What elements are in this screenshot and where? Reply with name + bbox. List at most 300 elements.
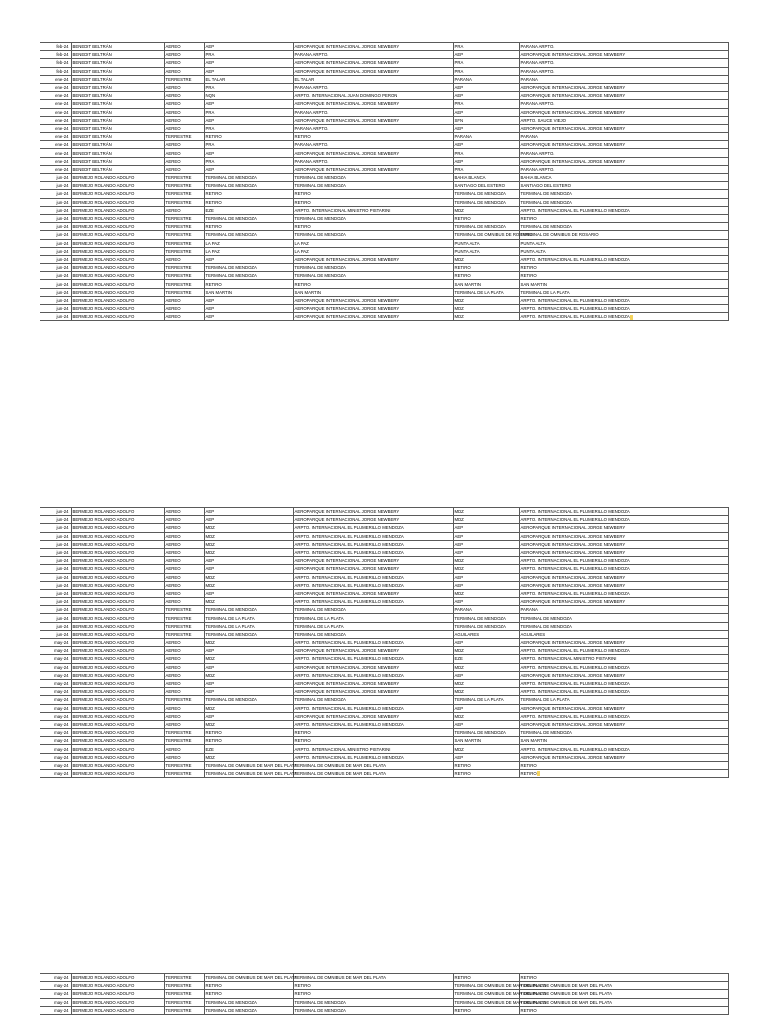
destination-code-cell[interactable]: PRA <box>453 67 519 75</box>
destination-name-cell[interactable]: AGUILARES <box>519 630 728 638</box>
destination-code-cell[interactable]: BAHIA BLANCA <box>453 174 519 182</box>
destination-name-cell[interactable]: RETIRO <box>519 1006 728 1014</box>
origin-name-cell[interactable]: PARANA ARPTO. <box>293 141 453 149</box>
date-cell[interactable]: ene-24 <box>40 149 71 157</box>
destination-code-cell[interactable]: MDZ <box>453 516 519 524</box>
destination-code-cell[interactable]: MDZ <box>453 305 519 313</box>
origin-name-cell[interactable]: PARANA ARPTO. <box>293 51 453 59</box>
origin-code-cell[interactable]: AEP <box>204 688 293 696</box>
traveler-cell[interactable]: BERMEJO ROLANDO ADOLFO <box>71 581 164 589</box>
transport-type-cell[interactable]: AEREO <box>164 532 204 540</box>
origin-name-cell[interactable]: TERMINAL DE MENDOZA <box>293 182 453 190</box>
date-cell[interactable]: jun-24 <box>40 532 71 540</box>
date-cell[interactable]: jun-24 <box>40 598 71 606</box>
traveler-cell[interactable]: BERMEJO ROLANDO ADOLFO <box>71 264 164 272</box>
destination-code-cell[interactable]: MDZ <box>453 508 519 516</box>
origin-code-cell[interactable]: AEP <box>204 255 293 263</box>
date-cell[interactable]: ene-24 <box>40 165 71 173</box>
origin-code-cell[interactable]: TERMINAL DE MENDOZA <box>204 998 293 1006</box>
transport-type-cell[interactable]: AEREO <box>164 753 204 761</box>
traveler-cell[interactable]: BERMEJO ROLANDO ADOLFO <box>71 639 164 647</box>
origin-name-cell[interactable]: ARPTO. INTERNACIONAL EL PLUMERILLO MENDOZA <box>293 671 453 679</box>
origin-code-cell[interactable]: TERMINAL DE OMNIBUS DE MAR DEL PLATA <box>205 975 297 981</box>
destination-code-cell[interactable]: MDZ <box>453 663 519 671</box>
origin-code-cell[interactable]: AEP <box>204 116 293 124</box>
destination-name-cell[interactable]: ARPTO. INTERNACIONAL EL PLUMERILLO MENDOZA <box>519 255 728 263</box>
origin-code-cell[interactable]: AEP <box>204 296 293 304</box>
origin-code-cell[interactable]: AEP <box>204 165 293 173</box>
destination-code-cell[interactable]: AEP <box>453 532 519 540</box>
destination-code-cell[interactable]: AEP <box>453 753 519 761</box>
traveler-cell[interactable]: BERMEJO ROLANDO ADOLFO <box>71 239 164 247</box>
origin-name-cell[interactable]: AEROPARQUE INTERNACIONAL JORGE NEWBERY <box>293 116 453 124</box>
date-cell[interactable]: ene-24 <box>40 75 71 83</box>
destination-code-cell[interactable]: TERMINAL DE MENDOZA <box>453 223 519 231</box>
transport-type-cell[interactable]: AEREO <box>164 688 204 696</box>
destination-code-cell[interactable]: TERMINAL DE MENDOZA <box>453 729 519 737</box>
destination-name-cell[interactable]: ARPTO. INTERNACIONAL EL PLUMERILLO MENDOZA <box>519 206 728 214</box>
traveler-cell[interactable]: BERMEJO ROLANDO ADOLFO <box>71 704 164 712</box>
origin-name-cell[interactable]: AEROPARQUE INTERNACIONAL JORGE NEWBERY <box>293 100 453 108</box>
date-cell[interactable]: may-24 <box>40 974 71 982</box>
date-cell[interactable]: ene-24 <box>40 92 71 100</box>
transport-type-cell[interactable]: AEREO <box>164 157 204 165</box>
destination-code-cell[interactable]: RETIRO <box>453 974 519 982</box>
destination-code-cell[interactable]: TERMINAL DE OMNIBUS DE MAR DEL PLATA <box>454 991 546 997</box>
transport-type-cell[interactable]: TERRESTRE <box>164 214 204 222</box>
origin-name-cell[interactable]: AEROPARQUE INTERNACIONAL JORGE NEWBERY <box>293 679 453 687</box>
traveler-cell[interactable]: BERMEJO ROLANDO ADOLFO <box>71 622 164 630</box>
destination-name-cell[interactable]: RETIRO <box>519 264 728 272</box>
origin-code-cell[interactable]: MDZ <box>204 598 293 606</box>
traveler-cell[interactable]: BERMEJO ROLANDO ADOLFO <box>71 712 164 720</box>
origin-name-cell[interactable]: RETIRO <box>293 223 453 231</box>
transport-type-cell[interactable]: TERRESTRE <box>164 974 204 982</box>
origin-name-cell[interactable]: PARANA ARPTO. <box>293 124 453 132</box>
destination-code-cell[interactable]: TERMINAL DE OMNIBUS DE ROSARIO <box>454 232 533 238</box>
transport-type-cell[interactable]: AEREO <box>164 598 204 606</box>
traveler-cell[interactable]: BERMEJO ROLANDO ADOLFO <box>71 573 164 581</box>
date-cell[interactable]: ene-24 <box>40 108 71 116</box>
transport-type-cell[interactable]: TERRESTRE <box>164 630 204 638</box>
destination-code-cell[interactable]: PARANA <box>453 75 519 83</box>
destination-code-cell[interactable]: AEP <box>453 720 519 728</box>
destination-code-cell[interactable]: TERMINAL DE MENDOZA <box>453 190 519 198</box>
destination-name-cell[interactable]: AEROPARQUE INTERNACIONAL JORGE NEWBERY <box>519 720 728 728</box>
transport-type-cell[interactable]: AEREO <box>164 51 204 59</box>
origin-name-cell[interactable]: TERMINAL DE OMNIBUS DE MAR DEL PLATA <box>293 761 453 769</box>
date-cell[interactable]: jun-24 <box>40 508 71 516</box>
traveler-cell[interactable]: BERMEJO ROLANDO ADOLFO <box>71 296 164 304</box>
origin-code-cell[interactable]: PRA <box>204 141 293 149</box>
origin-code-cell[interactable]: TERMINAL DE MENDOZA <box>204 696 293 704</box>
date-cell[interactable]: jun-24 <box>40 272 71 280</box>
destination-name-cell[interactable]: AEROPARQUE INTERNACIONAL JORGE NEWBERY <box>519 83 728 91</box>
transport-type-cell[interactable]: AEREO <box>164 206 204 214</box>
destination-name-cell[interactable]: ARPTO. INTERNACIONAL EL PLUMERILLO MENDOZA <box>519 305 728 313</box>
transport-type-cell[interactable]: AEREO <box>164 573 204 581</box>
destination-name-cell[interactable]: PARANA ARPTO. <box>519 165 728 173</box>
destination-name-cell[interactable]: AEROPARQUE INTERNACIONAL JORGE NEWBERY <box>519 524 728 532</box>
destination-name-cell[interactable]: PARANA ARPTO. <box>519 149 728 157</box>
transport-type-cell[interactable]: TERRESTRE <box>164 174 204 182</box>
traveler-cell[interactable]: BERMEJO ROLANDO ADOLFO <box>71 182 164 190</box>
transport-type-cell[interactable]: AEREO <box>164 100 204 108</box>
origin-name-cell[interactable]: AEROPARQUE INTERNACIONAL JORGE NEWBERY <box>293 296 453 304</box>
date-cell[interactable]: may-24 <box>40 655 71 663</box>
traveler-cell[interactable]: BENEDIT BELTRÁN <box>71 83 164 91</box>
date-cell[interactable]: feb-24 <box>40 59 71 67</box>
date-cell[interactable]: ene-24 <box>40 83 71 91</box>
origin-code-cell[interactable]: NQN <box>204 92 293 100</box>
destination-name-cell[interactable]: PARANA ARPTO. <box>519 100 728 108</box>
transport-type-cell[interactable]: TERRESTRE <box>164 198 204 206</box>
transport-type-cell[interactable]: AEREO <box>164 124 204 132</box>
origin-name-cell[interactable]: AEROPARQUE INTERNACIONAL JORGE NEWBERY <box>293 688 453 696</box>
origin-code-cell[interactable]: PRA <box>204 124 293 132</box>
destination-code-cell[interactable]: PRA <box>453 100 519 108</box>
origin-code-cell[interactable]: RETIRO <box>204 280 293 288</box>
destination-name-cell[interactable]: PARANA <box>519 75 728 83</box>
origin-code-cell[interactable]: MDZ <box>204 524 293 532</box>
origin-name-cell[interactable]: TERMINAL DE OMNIBUS DE MAR DEL PLATA <box>293 974 453 982</box>
destination-name-cell[interactable]: TERMINAL DE LA PLATA <box>519 288 728 296</box>
destination-code-cell[interactable]: SAN MARTIN <box>453 737 519 745</box>
origin-code-cell[interactable]: AEP <box>204 679 293 687</box>
date-cell[interactable]: ene-24 <box>40 124 71 132</box>
destination-code-cell[interactable]: RETIRO <box>453 1006 519 1014</box>
date-cell[interactable]: may-24 <box>40 663 71 671</box>
origin-name-cell[interactable]: AEROPARQUE INTERNACIONAL JORGE NEWBERY <box>293 565 453 573</box>
origin-code-cell[interactable]: TERMINAL DE MENDOZA <box>204 231 293 239</box>
date-cell[interactable]: may-24 <box>40 990 71 998</box>
destination-name-cell[interactable]: ARPTO. INTERNACIONAL EL PLUMERILLO MENDOZA <box>519 589 728 597</box>
origin-name-cell[interactable]: RETIRO <box>293 982 453 990</box>
date-cell[interactable]: jun-24 <box>40 305 71 313</box>
destination-code-cell[interactable]: AEP <box>453 704 519 712</box>
origin-name-cell[interactable]: EL TALAR <box>293 75 453 83</box>
origin-code-cell[interactable]: LA PAZ <box>204 247 293 255</box>
date-cell[interactable]: jun-24 <box>40 239 71 247</box>
origin-code-cell[interactable]: RETIRO <box>204 133 293 141</box>
transport-type-cell[interactable]: TERRESTRE <box>164 133 204 141</box>
date-cell[interactable]: ene-24 <box>40 116 71 124</box>
traveler-cell[interactable]: BERMEJO ROLANDO ADOLFO <box>71 508 164 516</box>
traveler-cell[interactable]: BERMEJO ROLANDO ADOLFO <box>71 540 164 548</box>
transport-type-cell[interactable]: AEREO <box>164 296 204 304</box>
origin-code-cell[interactable]: PRA <box>204 83 293 91</box>
origin-code-cell[interactable]: AEP <box>204 508 293 516</box>
traveler-cell[interactable]: BERMEJO ROLANDO ADOLFO <box>71 990 164 998</box>
origin-name-cell[interactable]: ARPTO. INTERNACIONAL EL PLUMERILLO MENDOZA <box>293 573 453 581</box>
origin-code-cell[interactable]: RETIRO <box>204 990 293 998</box>
traveler-cell[interactable]: BERMEJO ROLANDO ADOLFO <box>71 214 164 222</box>
destination-name-cell[interactable]: ARPTO. INTERNACIONAL MINISTRO PISTARINI <box>519 655 728 663</box>
destination-code-cell[interactable]: PRA <box>453 43 519 51</box>
destination-name-cell[interactable]: TERMINAL DE MENDOZA <box>519 614 728 622</box>
traveler-cell[interactable]: BERMEJO ROLANDO ADOLFO <box>71 679 164 687</box>
origin-code-cell[interactable]: TERMINAL DE LA PLATA <box>204 614 293 622</box>
traveler-cell[interactable]: BERMEJO ROLANDO ADOLFO <box>71 770 164 778</box>
transport-type-cell[interactable]: TERRESTRE <box>164 231 204 239</box>
destination-name-cell[interactable]: PUNTA ALTA <box>519 247 728 255</box>
origin-name-cell[interactable]: TERMINAL DE MENDOZA <box>293 214 453 222</box>
date-cell[interactable]: may-24 <box>40 998 71 1006</box>
origin-code-cell[interactable]: TERMINAL DE MENDOZA <box>204 264 293 272</box>
origin-name-cell[interactable]: LA PAZ <box>293 239 453 247</box>
traveler-cell[interactable]: BERMEJO ROLANDO ADOLFO <box>71 313 164 321</box>
transport-type-cell[interactable]: TERRESTRE <box>164 75 204 83</box>
destination-code-cell[interactable]: AEP <box>453 157 519 165</box>
destination-code-cell[interactable]: MDZ <box>453 255 519 263</box>
destination-name-cell[interactable]: ARPTO. INTERNACIONAL EL PLUMERILLO MENDOZA <box>519 313 728 321</box>
destination-name-cell[interactable]: TERMINAL DE MENDOZA <box>519 729 728 737</box>
origin-name-cell[interactable]: ARPTO. INTERNACIONAL MINISTRO PISTARINI <box>293 206 453 214</box>
date-cell[interactable]: may-24 <box>40 753 71 761</box>
destination-code-cell[interactable]: PRA <box>453 149 519 157</box>
origin-name-cell[interactable]: PARANA ARPTO. <box>293 83 453 91</box>
transport-type-cell[interactable]: AEREO <box>164 712 204 720</box>
destination-code-cell[interactable]: TERMINAL DE LA PLATA <box>453 696 519 704</box>
date-cell[interactable]: feb-24 <box>40 67 71 75</box>
origin-name-cell[interactable]: TERMINAL DE MENDOZA <box>293 630 453 638</box>
origin-name-cell[interactable]: AEROPARQUE INTERNACIONAL JORGE NEWBERY <box>293 255 453 263</box>
destination-code-cell[interactable]: PARANA <box>453 133 519 141</box>
destination-name-cell[interactable]: TERMINAL DE OMNIBUS DE ROSARIO <box>519 231 728 239</box>
destination-name-cell[interactable]: AEROPARQUE INTERNACIONAL JORGE NEWBERY <box>519 598 728 606</box>
destination-code-cell[interactable]: AEP <box>453 598 519 606</box>
transport-type-cell[interactable]: AEREO <box>164 663 204 671</box>
origin-name-cell[interactable]: AEROPARQUE INTERNACIONAL JORGE NEWBERY <box>293 557 453 565</box>
transport-type-cell[interactable]: AEREO <box>164 565 204 573</box>
origin-name-cell[interactable]: TERMINAL DE MENDOZA <box>293 606 453 614</box>
origin-code-cell[interactable]: RETIRO <box>204 737 293 745</box>
destination-name-cell[interactable]: PUNTA ALTA <box>519 239 728 247</box>
destination-name-cell[interactable]: RETIRO <box>519 974 728 982</box>
destination-name-cell[interactable]: AEROPARQUE INTERNACIONAL JORGE NEWBERY <box>519 124 728 132</box>
date-cell[interactable]: may-24 <box>40 761 71 769</box>
origin-code-cell[interactable]: AEP <box>204 59 293 67</box>
traveler-cell[interactable]: BERMEJO ROLANDO ADOLFO <box>71 231 164 239</box>
origin-code-cell[interactable]: RETIRO <box>204 190 293 198</box>
destination-name-cell[interactable]: SAN MARTIN <box>519 737 728 745</box>
date-cell[interactable]: jun-24 <box>40 206 71 214</box>
origin-name-cell[interactable]: AEROPARQUE INTERNACIONAL JORGE NEWBERY <box>293 67 453 75</box>
destination-code-cell[interactable]: RETIRO <box>453 272 519 280</box>
destination-name-cell[interactable]: BAHIA BLANCA <box>519 174 728 182</box>
traveler-cell[interactable]: BERMEJO ROLANDO ADOLFO <box>71 663 164 671</box>
destination-name-cell[interactable]: TERMINAL DE OMNIBUS DE MAR DEL PLATA <box>519 998 728 1006</box>
destination-code-cell[interactable]: AEP <box>453 671 519 679</box>
destination-code-cell[interactable]: SFN <box>453 116 519 124</box>
traveler-cell[interactable]: BERMEJO ROLANDO ADOLFO <box>71 280 164 288</box>
origin-code-cell[interactable]: MDZ <box>204 704 293 712</box>
date-cell[interactable]: may-24 <box>40 770 71 778</box>
destination-name-cell[interactable]: ARPTO. INTERNACIONAL EL PLUMERILLO MENDOZA <box>519 508 728 516</box>
origin-name-cell[interactable]: ARPTO. INTERNACIONAL EL PLUMERILLO MENDOZA <box>293 639 453 647</box>
transport-type-cell[interactable]: TERRESTRE <box>164 223 204 231</box>
destination-name-cell[interactable]: AEROPARQUE INTERNACIONAL JORGE NEWBERY <box>519 141 728 149</box>
origin-code-cell[interactable]: MDZ <box>204 548 293 556</box>
destination-name-cell[interactable]: PARANA ARPTO. <box>519 67 728 75</box>
origin-code-cell[interactable]: TERMINAL DE MENDOZA <box>204 1006 293 1014</box>
destination-code-cell[interactable]: RETIRO <box>453 264 519 272</box>
origin-code-cell[interactable]: MDZ <box>204 655 293 663</box>
transport-type-cell[interactable]: AEREO <box>164 149 204 157</box>
transport-type-cell[interactable]: TERRESTRE <box>164 614 204 622</box>
transport-type-cell[interactable]: TERRESTRE <box>164 606 204 614</box>
transport-type-cell[interactable]: AEREO <box>164 141 204 149</box>
destination-code-cell[interactable]: PARANA <box>453 606 519 614</box>
destination-code-cell[interactable]: MDZ <box>453 313 519 321</box>
origin-name-cell[interactable]: AEROPARQUE INTERNACIONAL JORGE NEWBERY <box>293 149 453 157</box>
date-cell[interactable]: jun-24 <box>40 313 71 321</box>
date-cell[interactable]: ene-24 <box>40 157 71 165</box>
destination-code-cell[interactable]: MDZ <box>453 745 519 753</box>
origin-name-cell[interactable]: RETIRO <box>293 190 453 198</box>
traveler-cell[interactable]: BERMEJO ROLANDO ADOLFO <box>71 974 164 982</box>
destination-code-cell[interactable]: TERMINAL DE OMNIBUS DE MAR DEL PLATA <box>454 983 546 989</box>
date-cell[interactable]: ene-24 <box>40 133 71 141</box>
origin-name-cell[interactable]: SAN MARTIN <box>293 288 453 296</box>
transport-type-cell[interactable]: AEREO <box>164 116 204 124</box>
destination-name-cell[interactable]: AEROPARQUE INTERNACIONAL JORGE NEWBERY <box>519 51 728 59</box>
date-cell[interactable]: may-24 <box>40 688 71 696</box>
origin-name-cell[interactable]: ARPTO. INTERNACIONAL EL PLUMERILLO MENDOZA <box>293 532 453 540</box>
transport-type-cell[interactable]: AEREO <box>164 655 204 663</box>
destination-code-cell[interactable]: MDZ <box>453 589 519 597</box>
destination-name-cell[interactable]: AEROPARQUE INTERNACIONAL JORGE NEWBERY <box>519 753 728 761</box>
origin-code-cell[interactable]: EL TALAR <box>204 75 293 83</box>
origin-code-cell[interactable]: AEP <box>204 565 293 573</box>
origin-code-cell[interactable]: MDZ <box>204 639 293 647</box>
destination-name-cell[interactable]: ARPTO. INTERNACIONAL EL PLUMERILLO MENDOZA <box>519 296 728 304</box>
transport-type-cell[interactable]: TERRESTRE <box>164 1006 204 1014</box>
traveler-cell[interactable]: BERMEJO ROLANDO ADOLFO <box>71 589 164 597</box>
origin-code-cell[interactable]: MDZ <box>204 581 293 589</box>
traveler-cell[interactable]: BENEDIT BELTRÁN <box>71 67 164 75</box>
traveler-cell[interactable]: BERMEJO ROLANDO ADOLFO <box>71 516 164 524</box>
traveler-cell[interactable]: BERMEJO ROLANDO ADOLFO <box>71 630 164 638</box>
traveler-cell[interactable]: BERMEJO ROLANDO ADOLFO <box>71 737 164 745</box>
destination-name-cell[interactable]: RETIRO <box>519 272 728 280</box>
destination-code-cell[interactable]: AEP <box>453 51 519 59</box>
origin-code-cell[interactable]: PRA <box>204 51 293 59</box>
date-cell[interactable]: jun-24 <box>40 190 71 198</box>
traveler-cell[interactable]: BERMEJO ROLANDO ADOLFO <box>71 288 164 296</box>
origin-code-cell[interactable]: AEP <box>204 67 293 75</box>
origin-name-cell[interactable]: ARPTO. INTERNACIONAL EL PLUMERILLO MENDOZA <box>293 581 453 589</box>
date-cell[interactable]: may-24 <box>40 704 71 712</box>
date-cell[interactable]: feb-24 <box>40 51 71 59</box>
destination-name-cell[interactable]: TERMINAL DE OMNIBUS DE MAR DEL PLATA <box>519 982 728 990</box>
destination-name-cell[interactable]: SANTIAGO DEL ESTERO <box>519 182 728 190</box>
transport-type-cell[interactable]: AEREO <box>164 557 204 565</box>
destination-name-cell[interactable]: AEROPARQUE INTERNACIONAL JORGE NEWBERY <box>519 573 728 581</box>
date-cell[interactable]: jun-24 <box>40 630 71 638</box>
transport-type-cell[interactable]: AEREO <box>164 313 204 321</box>
origin-code-cell[interactable]: AEP <box>204 663 293 671</box>
origin-code-cell[interactable]: TERMINAL DE OMNIBUS DE MAR DEL PLATA <box>205 762 297 768</box>
destination-code-cell[interactable]: RETIRO <box>453 761 519 769</box>
transport-type-cell[interactable]: TERRESTRE <box>164 729 204 737</box>
destination-code-cell[interactable]: MDZ <box>453 647 519 655</box>
destination-code-cell[interactable]: AEP <box>453 124 519 132</box>
date-cell[interactable]: jun-24 <box>40 223 71 231</box>
origin-code-cell[interactable]: MDZ <box>204 573 293 581</box>
destination-code-cell[interactable]: TERMINAL DE MENDOZA <box>453 198 519 206</box>
traveler-cell[interactable]: BENEDIT BELTRÁN <box>71 124 164 132</box>
destination-code-cell[interactable]: PUNTA ALTA <box>453 247 519 255</box>
destination-code-cell[interactable]: AEP <box>453 83 519 91</box>
transport-type-cell[interactable]: AEREO <box>164 647 204 655</box>
transport-type-cell[interactable]: AEREO <box>164 671 204 679</box>
transport-type-cell[interactable]: AEREO <box>164 508 204 516</box>
destination-code-cell[interactable]: AEP <box>453 581 519 589</box>
origin-name-cell[interactable]: PARANA ARPTO. <box>293 157 453 165</box>
origin-code-cell[interactable]: AEP <box>204 149 293 157</box>
destination-code-cell[interactable]: AEP <box>453 573 519 581</box>
destination-name-cell[interactable]: AEROPARQUE INTERNACIONAL JORGE NEWBERY <box>519 639 728 647</box>
origin-name-cell[interactable]: ARPTO. INTERNACIONAL MINISTRO PISTARINI <box>293 745 453 753</box>
transport-type-cell[interactable]: TERRESTRE <box>164 998 204 1006</box>
traveler-cell[interactable]: BERMEJO ROLANDO ADOLFO <box>71 190 164 198</box>
traveler-cell[interactable]: BENEDIT BELTRÁN <box>71 141 164 149</box>
origin-name-cell[interactable]: TERMINAL DE LA PLATA <box>293 614 453 622</box>
transport-type-cell[interactable]: TERRESTRE <box>164 280 204 288</box>
destination-name-cell[interactable]: AEROPARQUE INTERNACIONAL JORGE NEWBERY <box>519 581 728 589</box>
transport-type-cell[interactable]: AEREO <box>164 108 204 116</box>
traveler-cell[interactable]: BENEDIT BELTRÁN <box>71 149 164 157</box>
origin-name-cell[interactable]: RETIRO <box>293 729 453 737</box>
origin-name-cell[interactable]: AEROPARQUE INTERNACIONAL JORGE NEWBERY <box>293 43 453 51</box>
destination-code-cell[interactable]: AEP <box>453 92 519 100</box>
origin-code-cell[interactable]: TERMINAL DE MENDOZA <box>204 174 293 182</box>
traveler-cell[interactable]: BERMEJO ROLANDO ADOLFO <box>71 606 164 614</box>
transport-type-cell[interactable]: TERRESTRE <box>164 761 204 769</box>
date-cell[interactable]: jun-24 <box>40 247 71 255</box>
destination-name-cell[interactable]: PARANA ARPTO. <box>519 59 728 67</box>
traveler-cell[interactable]: BERMEJO ROLANDO ADOLFO <box>71 998 164 1006</box>
traveler-cell[interactable]: BENEDIT BELTRÁN <box>71 100 164 108</box>
date-cell[interactable]: feb-24 <box>40 43 71 51</box>
origin-code-cell[interactable]: TERMINAL DE MENDOZA <box>204 214 293 222</box>
destination-code-cell[interactable]: TERMINAL DE MENDOZA <box>453 614 519 622</box>
traveler-cell[interactable]: BERMEJO ROLANDO ADOLFO <box>71 1006 164 1014</box>
transport-type-cell[interactable]: TERRESTRE <box>164 770 204 778</box>
traveler-cell[interactable]: BERMEJO ROLANDO ADOLFO <box>71 198 164 206</box>
traveler-cell[interactable]: BENEDIT BELTRÁN <box>71 43 164 51</box>
traveler-cell[interactable]: BENEDIT BELTRÁN <box>71 108 164 116</box>
traveler-cell[interactable]: BERMEJO ROLANDO ADOLFO <box>71 532 164 540</box>
destination-name-cell[interactable]: AEROPARQUE INTERNACIONAL JORGE NEWBERY <box>519 92 728 100</box>
origin-name-cell[interactable]: AEROPARQUE INTERNACIONAL JORGE NEWBERY <box>293 647 453 655</box>
destination-code-cell[interactable]: AEP <box>453 141 519 149</box>
transport-type-cell[interactable]: TERRESTRE <box>164 737 204 745</box>
destination-name-cell[interactable]: SAN MARTIN <box>519 280 728 288</box>
origin-name-cell[interactable]: TERMINAL DE LA PLATA <box>293 622 453 630</box>
origin-code-cell[interactable]: AEP <box>204 589 293 597</box>
origin-code-cell[interactable]: RETIRO <box>204 223 293 231</box>
destination-code-cell[interactable]: TERMINAL DE MENDOZA <box>453 622 519 630</box>
destination-name-cell[interactable]: AEROPARQUE INTERNACIONAL JORGE NEWBERY <box>519 548 728 556</box>
origin-name-cell[interactable]: TERMINAL DE MENDOZA <box>293 231 453 239</box>
destination-name-cell[interactable]: ARPTO. INTERNACIONAL EL PLUMERILLO MENDOZA <box>519 516 728 524</box>
transport-type-cell[interactable]: TERRESTRE <box>164 182 204 190</box>
destination-code-cell[interactable]: AEP <box>453 524 519 532</box>
origin-name-cell[interactable]: TERMINAL DE MENDOZA <box>293 998 453 1006</box>
destination-name-cell[interactable]: ARPTO. INTERNACIONAL EL PLUMERILLO MENDOZA <box>519 647 728 655</box>
